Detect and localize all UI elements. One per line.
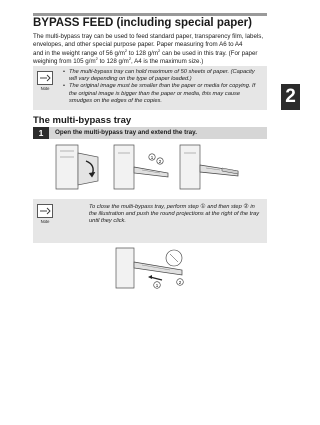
illustration-tray-closing (110, 244, 190, 290)
intro-paragraph (33, 33, 273, 66)
illustration-tray-open (112, 143, 174, 191)
note-list (63, 69, 263, 105)
callout-1: 1 (155, 283, 159, 288)
illustration-tray-closed (52, 143, 108, 191)
note-icon (37, 204, 53, 224)
callout-2: 2 (178, 280, 182, 285)
note-item: • The original image must be smaller than the paper or media for copying. If the original image is bigger than the paper or media, this may cause smudges on the edges of the copies. (63, 83, 263, 105)
page-title: BYPASS FEED (including special paper) (33, 17, 252, 29)
step-number: 1 (38, 128, 44, 138)
callout-2: 2 (158, 159, 162, 164)
step-label: Open the multi-bypass tray and extend the tray. (55, 129, 197, 136)
circled-step-2: ② (243, 204, 249, 210)
intro-line-4: weighing from 105 $g/m^2$ to 128 $g/m^2$, A4 is the maximum size.) (33, 55, 204, 65)
note-closing-text: To close the multi-bypass tray, perform step ① and then step ② in the illustration and push the round projections at the right of the tray until they click. (89, 204, 260, 225)
note-box-closing (33, 199, 267, 243)
note-item: • The multi-bypass tray can hold maximum of 50 sheets of paper. (Capacity will vary depending on the type of paper loaded.) (63, 69, 263, 83)
intro-line-1: The multi-bypass tray can be used to feed standard paper, transparency film, labels, (33, 33, 264, 40)
step-bar (33, 127, 267, 139)
intro-line-2: envelopes, and other special purpose paper. Paper measuring from A6 to A4 (33, 41, 243, 49)
callout-1: 1 (150, 155, 154, 160)
circled-step-1: ① (200, 204, 206, 210)
intro-line-3: and in the weight range of 56 $g/m^2$ to 128 $g/m^2$ can be used in this tray. (For paper (33, 47, 258, 57)
note-icon (37, 71, 53, 91)
chapter-tab (281, 84, 300, 110)
section-heading: The multi-bypass tray (33, 115, 132, 126)
note-label: Note (40, 86, 50, 91)
note-box-capacity (33, 66, 267, 110)
note-label: Note (40, 219, 50, 224)
title-rule (33, 13, 267, 16)
chapter-number: 2 (285, 86, 296, 107)
step-number-badge (33, 127, 49, 139)
illustration-tray-extended (178, 143, 240, 191)
